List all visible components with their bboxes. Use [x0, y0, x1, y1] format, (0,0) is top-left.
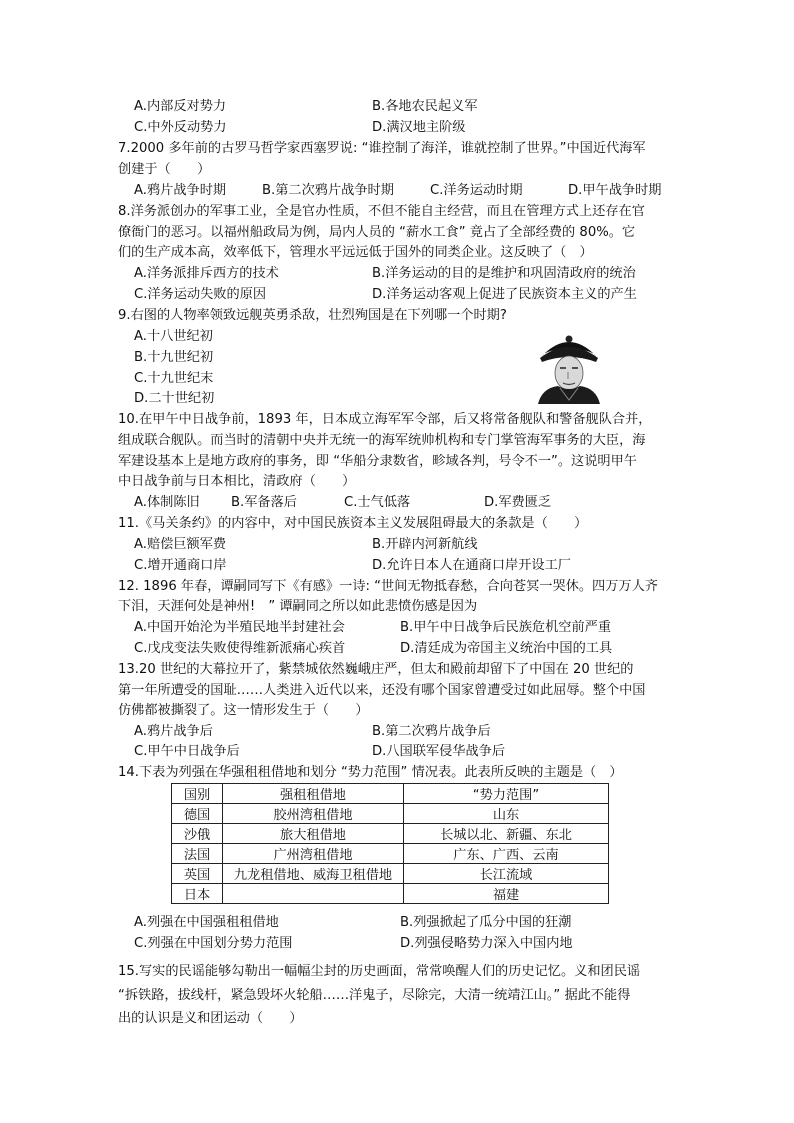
table-header-row: [172, 784, 609, 804]
q6-option-c: C.中外反动势力: [134, 120, 227, 135]
q14-option-b: B.列强掀起了瓜分中国的狂潮: [400, 915, 572, 930]
header-leased-territory: 强租租借地: [223, 784, 404, 804]
q8-option-c: C.洋务运动失败的原因: [134, 287, 267, 302]
q11-option-b: B.开辟内河新航线: [372, 537, 478, 552]
cell-country: 英国: [172, 864, 223, 884]
table-row: [172, 804, 609, 824]
cell-leased-territory: 广州湾租借地: [223, 844, 404, 864]
q15-stem-line-3: 出的认识是义和团运动（ ）: [118, 1011, 303, 1026]
q8-option-a: A.洋务派排斥西方的技术: [134, 266, 279, 281]
q12-option-d: D.清廷成为帝国主义统治中国的工具: [400, 641, 613, 656]
spheres-of-influence-table: [171, 783, 609, 904]
q9-option-c: C.十九世纪末: [134, 371, 214, 386]
q6-option-b: B.各地农民起义军: [372, 99, 478, 114]
q7-option-c: C.洋务运动时期: [430, 183, 523, 198]
cell-country: 德国: [172, 804, 223, 824]
q10-option-b: B.军备落后: [231, 495, 297, 510]
cell-sphere: 山东: [404, 804, 609, 824]
cell-leased-territory: 旅大租借地: [223, 824, 404, 844]
q13-option-a: A.鸦片战争后: [134, 724, 213, 739]
q10-stem-line-4: 中日战争前与日本相比，清政府（ ）: [118, 474, 356, 489]
q12-option-c: C.戊戌变法失败使得维新派痛心疾首: [134, 641, 346, 656]
q11-option-d: D.允许日本人在通商口岸开设工厂: [372, 558, 571, 573]
cell-leased-territory: 九龙租借地、威海卫租借地: [223, 864, 404, 884]
cell-sphere: 长城以北、新疆、东北: [404, 824, 609, 844]
q11-option-a: A.赔偿巨额军费: [134, 537, 227, 552]
q7-option-b: B.第二次鸦片战争时期: [262, 183, 394, 198]
q10-stem-line-2: 组成联合舰队。而当时的清朝中央并无统一的海军统帅机构和专门掌管海军事务的大臣，海: [118, 433, 646, 448]
q15-stem-line-2: “拆铁路，拔线杆，紧急毁坏火轮船……洋鬼子，尽除完，大清一统靖江山。” 据此不能得: [118, 988, 631, 1003]
q10-option-a: A.体制陈旧: [134, 495, 200, 510]
q6-option-a: A.内部反对势力: [134, 99, 227, 114]
q13-stem-line-2: 第一年所遭受的国耻……人类进入近代以来，还没有哪个国家曾遭受过如此屈辱。整个中国: [118, 683, 646, 698]
q9-option-d: D.二十世纪初: [134, 391, 215, 406]
q10-option-d: D.军费匮乏: [484, 495, 552, 510]
q8-stem-line-2: 僚衙门的恶习。以福州船政局为例，局内人员的 “薪水工食” 竟占了全部经费的 80%。它: [118, 225, 636, 240]
table-row: [172, 864, 609, 884]
cell-country: 沙俄: [172, 824, 223, 844]
portrait-image: [532, 330, 606, 404]
cell-sphere: 广东、广西、云南: [404, 844, 609, 864]
q13-option-c: C.甲午中日战争后: [134, 744, 240, 759]
q8-option-b: B.洋务运动的目的是维护和巩固清政府的统治: [372, 266, 636, 281]
q10-stem-line-1: 10.在甲午中日战争前，1893 年，日本成立海军军令部，后又将常备舰队和警备舰队合并，: [118, 412, 652, 427]
cell-country: 法国: [172, 844, 223, 864]
cell-country: 日本: [172, 884, 223, 904]
q8-stem-line-1: 8.洋务派创办的军事工业，全是官办性质，不但不能自主经营，而且在管理方式上还存在官: [118, 204, 645, 219]
q9-option-b: B.十九世纪初: [134, 350, 214, 365]
cell-leased-territory: [223, 884, 404, 904]
table-row: [172, 824, 609, 844]
q12-option-b: B.甲午中日战争后民族危机空前严重: [400, 620, 612, 635]
table-row: [172, 884, 609, 904]
q12-stem-line-1: 12. 1896 年春，谭嗣同写下《有感》一诗: “世间无物抵春愁，合向苍冥一哭休。四万万人齐: [118, 579, 658, 594]
header-sphere: “势力范围”: [404, 784, 609, 804]
q7-stem-line-2: 创建于（ ）: [118, 162, 211, 177]
header-country: 国别: [172, 784, 223, 804]
q13-option-d: D.八国联军侵华战争后: [372, 744, 506, 759]
q10-stem-line-3: 军建设基本上是地方政府的事务，即 “华船分隶数省，畛域各判，号令不一”。这说明甲午: [118, 454, 637, 469]
q7-stem-line-1: 7.2000 多年前的古罗马哲学家西塞罗说: “谁控制了海洋，谁就控制了世界。”中国近代海军: [118, 141, 646, 156]
q13-option-b: B.第二次鸦片战争后: [372, 724, 491, 739]
q11-stem: 11.《马关条约》的内容中，对中国民族资本主义发展阻碍最大的条款是（ ）: [118, 516, 588, 531]
q11-option-c: C.增开通商口岸: [134, 558, 227, 573]
q9-option-a: A.十八世纪初: [134, 329, 213, 344]
q6-option-d: D.满汉地主阶级: [372, 120, 466, 135]
table-row: [172, 844, 609, 864]
q14-option-d: D.列强侵略势力深入中国内地: [400, 936, 573, 951]
q8-stem-line-3: 们的生产成本高，效率低下，管理水平远远低于国外的同类企业。这反映了（ ）: [118, 245, 593, 260]
q15-stem-line-1: 15.写实的民谣能够勾勒出一幅幅尘封的历史画面，常常唤醒人们的历史记忆。义和团民谣: [118, 964, 641, 979]
q7-option-a: A.鸦片战争时期: [134, 183, 227, 198]
q12-option-a: A.中国开始沦为半殖民地半封建社会: [134, 620, 345, 635]
cell-leased-territory: 胶州湾租借地: [223, 804, 404, 824]
q8-option-d: D.洋务运动客观上促进了民族资本主义的产生: [372, 287, 637, 302]
q12-stem-line-2: 下泪，天涯何处是神州! ” 谭嗣同之所以如此悲愤伤感是因为: [118, 599, 478, 614]
q14-option-c: C.列强在中国划分势力范围: [134, 936, 293, 951]
q13-stem-line-1: 13.20 世纪的大幕拉开了，紫禁城依然巍峨庄严，但太和殿前却留下了中国在 20 世纪的: [118, 662, 634, 677]
q13-stem-line-3: 仿佛都被撕裂了。这一情形发生于（ ）: [118, 703, 369, 718]
q14-option-a: A.列强在中国强租租借地: [134, 915, 279, 930]
q9-stem: 9.右图的人物率领致远舰英勇杀敌，壮烈殉国是在下列哪一个时期?: [118, 308, 507, 323]
cell-sphere: 福建: [404, 884, 609, 904]
q7-option-d: D.甲午战争时期: [568, 183, 662, 198]
cell-sphere: 长江流域: [404, 864, 609, 884]
q10-option-c: C.士气低落: [344, 495, 411, 510]
q14-stem: 14.下表为列强在华强租租借地和划分 “势力范围” 情况表。此表所反映的主题是（ ）: [118, 765, 623, 780]
